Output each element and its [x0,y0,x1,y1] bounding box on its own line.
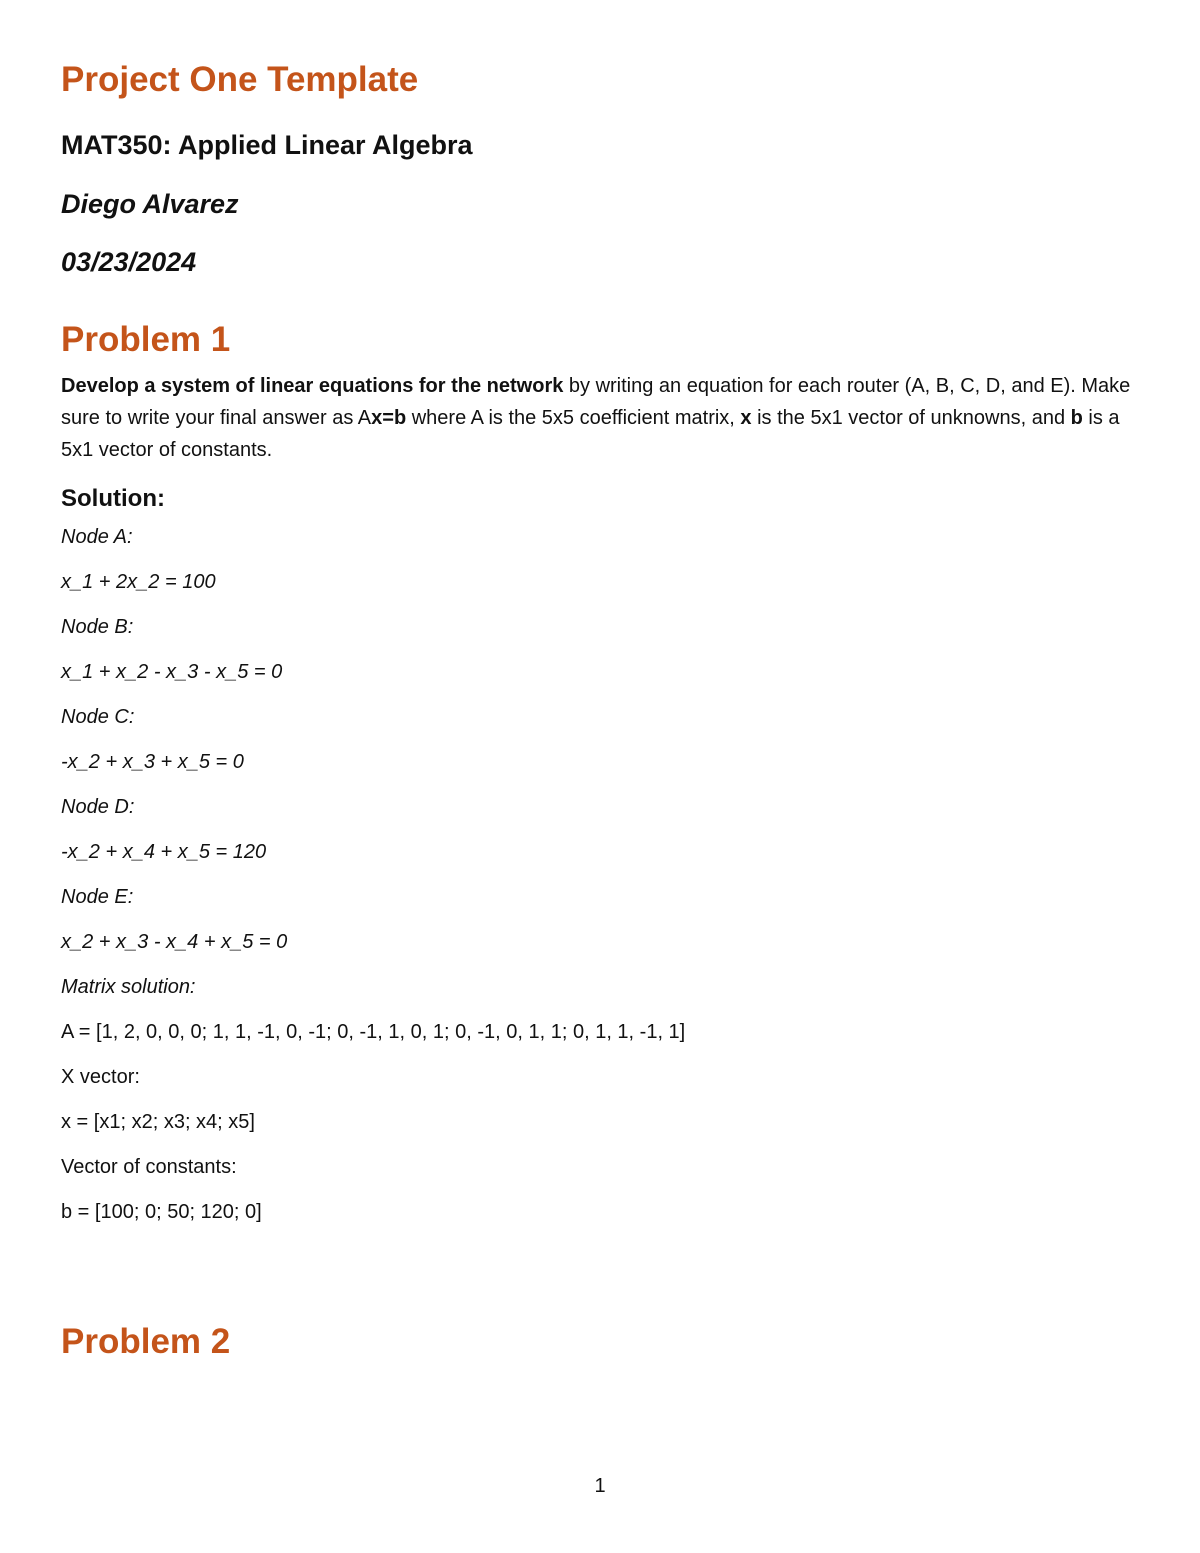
problem-1-prompt [61,370,1136,466]
prompt-bold-x: x [740,407,752,429]
prompt-bold-b: b [1070,407,1083,429]
author-name: Diego Alvarez [61,189,239,219]
b-vector: b = [100; 0; 50; 120; 0] [61,1201,262,1223]
prompt-bold-a: A [357,407,372,429]
problem-1-heading: Problem 1 [61,320,231,359]
node-e-equation: x_2 + x_3 - x_4 + x_5 = 0 [61,931,288,953]
node-d-label: Node D: [61,796,135,818]
constants-label: Vector of constants: [61,1156,237,1178]
x-vector-label: X vector: [61,1066,140,1088]
matrix-a: A = [1, 2, 0, 0, 0; 1, 1, -1, 0, -1; 0, -1, 1, 0, 1; 0, -1, 0, 1, 1; 0, 1, 1, -1, 1] [61,1021,686,1043]
node-b-label: Node B: [61,616,134,638]
node-a-label: Node A: [61,526,133,548]
document-date: 03/23/2024 [61,247,197,277]
node-d-equation: -x_2 + x_4 + x_5 = 120 [61,841,267,863]
document-title: Project One Template [61,60,419,99]
problem-2-heading: Problem 2 [61,1322,231,1361]
node-c-label: Node C: [61,706,135,728]
node-c-equation: -x_2 + x_3 + x_5 = 0 [61,751,244,773]
prompt-text-3: is the 5x1 vector of unknowns, and [751,407,1071,429]
course-name: MAT350: Applied Linear Algebra [61,130,473,160]
node-a-equation: x_1 + 2x_2 = 100 [61,571,216,593]
prompt-text-4: is a 5x1 vector of constants. [61,407,1120,461]
matrix-solution-label: Matrix solution: [61,976,196,998]
prompt-bold-xb: x=b [371,407,407,429]
prompt-text-2: where A is the 5x5 coefficient matrix, [406,407,741,429]
solution-label: Solution: [61,485,165,512]
prompt-bold-lead: Develop a system of linear equations for the network [61,375,564,397]
page-number: 1 [594,1475,606,1497]
node-b-equation: x_1 + x_2 - x_3 - x_5 = 0 [61,661,283,683]
node-e-label: Node E: [61,886,134,908]
x-vector: x = [x1; x2; x3; x4; x5] [61,1111,255,1133]
prompt-text-1: by writing an equation for each router (A, B, C, D, and E). Make sure to write your final answer as [61,375,1131,429]
